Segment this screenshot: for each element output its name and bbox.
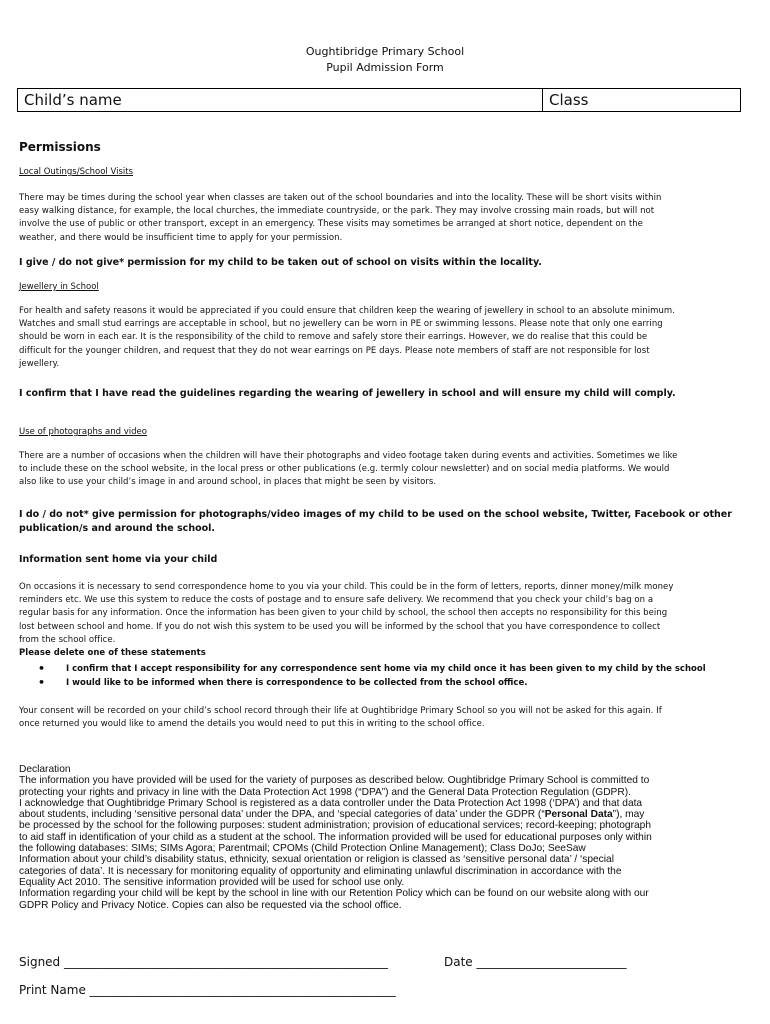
- jewellery-statement: I confirm that I have read the guidelines regarding the wearing of jewellery in school and will ensure my child will comply.: [19, 388, 676, 399]
- declaration-heading: Declaration: [19, 764, 71, 775]
- class-field[interactable]: Class: [549, 91, 589, 109]
- permissions-heading: Permissions: [19, 140, 101, 154]
- info-home-heading: Information sent home via your child: [19, 554, 218, 565]
- date-field[interactable]: Date _________________________: [444, 955, 627, 969]
- correspondence-options: [38, 662, 738, 690]
- form-title: Pupil Admission Form: [326, 61, 444, 74]
- photos-paragraph: There are a number of occasions when the children will have their photographs and video footage taken during events and activities. Sometimes we like to include these on the school website, in the local press or other publications (e.g. termly colour newsletter) and on social media platforms. We would also like to use your child’s image in and around school, in places that might be seen by visitors.: [19, 451, 678, 488]
- print-name-field[interactable]: Print Name ___________________________________________________: [19, 983, 396, 997]
- jewellery-subheading: Jewellery in School: [19, 282, 99, 292]
- outings-subheading: Local Outings/School Visits: [19, 167, 134, 177]
- outings-paragraph: There may be times during the school year when classes are taken out of the school boundaries and into the locality. These will be short visits within easy walking distance, for example, the local churches, the immediate countryside, or the park. They may involve crossing main roads, but will not involve the use of public or other transport, except in an emergency. These visits may sometimes be arranged at short notice, dependent on the weather, and there would be insufficient time to apply for your permission.: [19, 193, 662, 243]
- consent-paragraph: Your consent will be recorded on your child’s school record through their life at Oughtibridge Primary School so you will not be asked for this again. If once returned you would like to amend the details you would need to put this in writing to the school office.: [19, 706, 662, 730]
- child-name-field[interactable]: Child’s name: [18, 89, 543, 111]
- signed-field[interactable]: Signed ______________________________________________________: [19, 955, 388, 969]
- photos-statement: I do / do not* give permission for photographs/video images of my child to be used on the school website, Twitter, Facebook or other publication/s and around the school.: [19, 509, 732, 534]
- jewellery-paragraph: For health and safety reasons it would be appreciated if you could ensure that children keep the wearing of jewellery in school to an absolute minimum. Watches and small stud earrings are acceptable in school, but no jewellery can be worn in PE or swimming lessons. Please note that only one earring should be worn in each ear. It is the responsibility of the child to remove and safely store their earrings. However, we do realise that this could be difficult for the younger children, and request that they do not wear earrings on PE days. Please note members of staff are not responsible for lost jewellery.: [19, 306, 675, 369]
- name-class-box: [17, 88, 741, 112]
- option-accept-responsibility[interactable]: • I confirm that I accept responsibility for any correspondence sent home via my child once it has been given to my child by the school: [38, 662, 738, 676]
- delete-note: Please delete one of these statements: [19, 648, 206, 659]
- option-be-informed[interactable]: • I would like to be informed when there is correspondence to be collected from the school office.: [38, 676, 738, 690]
- photos-subheading: Use of photographs and video: [19, 427, 147, 437]
- outings-statement: I give / do not give* permission for my child to be taken out of school on visits within the locality.: [19, 257, 542, 268]
- school-name: Oughtibridge Primary School: [305, 45, 465, 58]
- info-home-paragraph: On occasions it is necessary to send correspondence home to you via your child. This could be in the form of letters, reports, dinner money/milk money reminders etc. We use this system to reduce the costs of postage and to ensure safe delivery. We recommend that you check your child’s bag on a regular basis for any information. Once the information has been given to your child by school, the school then accepts no responsibility for this being lost between school and home. If you do not wish this system to be used you will be informed by the school that you have correspondence to collect from the school office. Please delete one of these statements: [19, 581, 741, 660]
- declaration: Declaration The information you have provided will be used for the variety of purposes as described below. Oughtibridge Primary School is committed to protecting your rights and privacy in line with the Data Protection Act 1998 (“DPA”) and the General Data Protection Regulation (GDPR). I acknowledge that Oughtibridge Primary School is registered as a data controller under the Data Protection Act 1998 (‘DPA’) and that data about students, including ‘sensitive personal data’ under the DPA, and ‘special categories of data’ under the GDPR (“Personal Data”), may be processed by the school for the following purposes: student administration; provision of educational services; record-keeping; photograph to aid staff in identification of your child as a student at the school. The information provided will be used for educational purposes only within the following databases: SIMs; SIMs Agora; Parentmail; CPOMs (Child Protection Online Management); Class DoJo; SeeSaw Information about your child’s disability status, ethnicity, sexual orientation or religion is classed as ‘sensitive personal data’ / ‘special categories of data’. It is necessary for monitoring equality of opportunity and eliminating unlawful discrimination in accordance with the Equality Act 2010. The sensitive information provided will be used for school use only. Information regarding your child will be kept by the school in line with our Retention Policy which can be found on our website along with our GDPR Policy and Privacy Notice. Copies can also be requested via the school office.: [19, 764, 743, 911]
